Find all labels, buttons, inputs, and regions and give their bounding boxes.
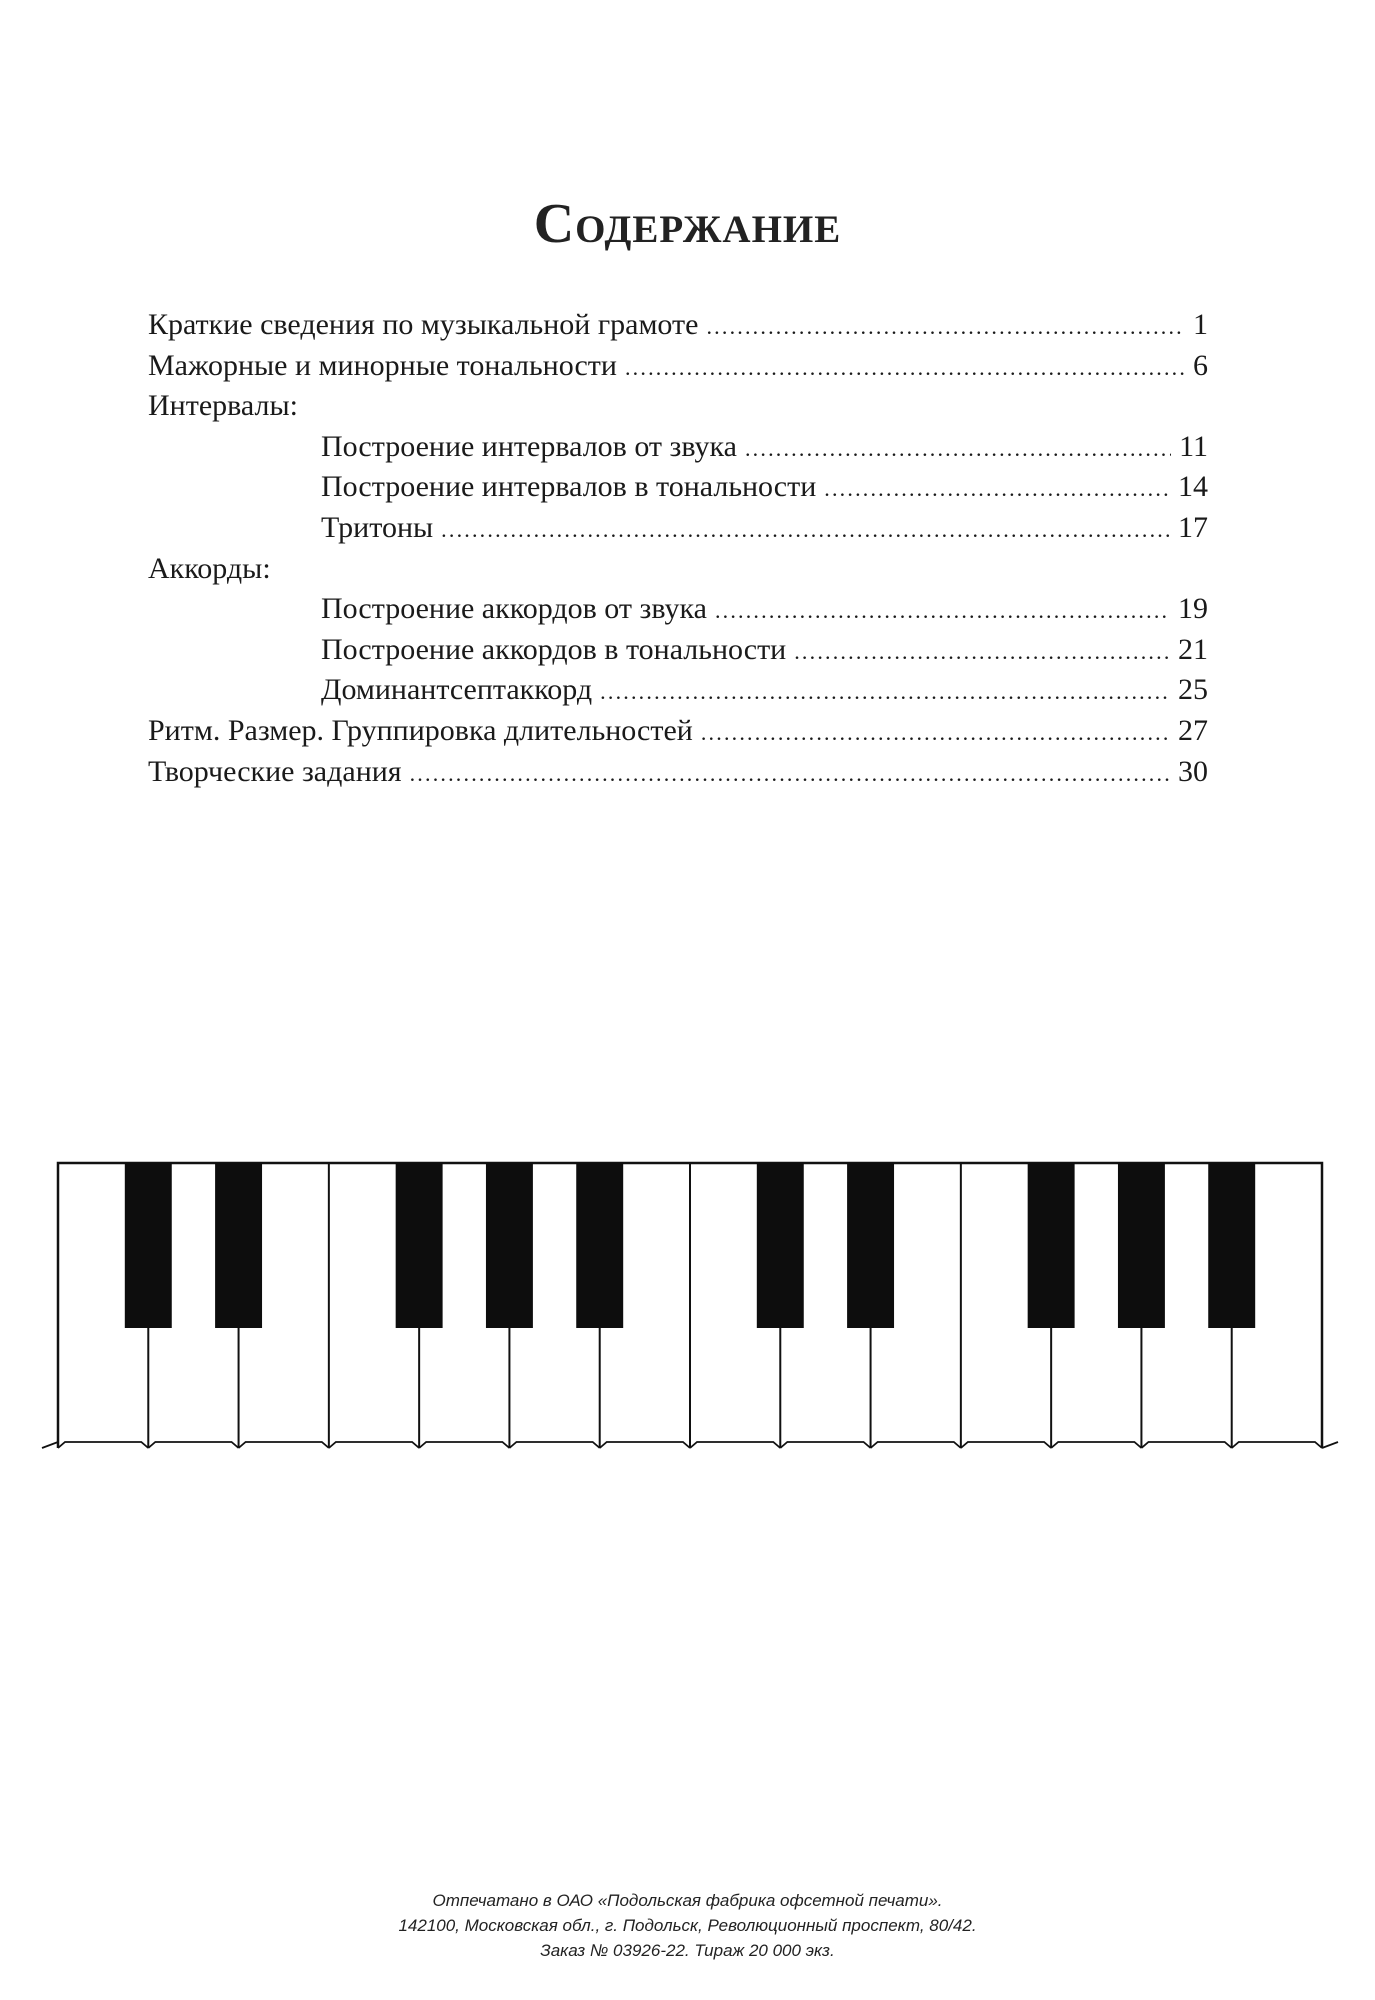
toc-entry-page: 6 [1193,348,1208,382]
dot-leader [701,713,1170,754]
dot-leader [441,510,1170,551]
dot-leader [745,429,1171,470]
imprint-line-printer: Отпечатано в ОАО «Подольская фабрика офсетной печати». [432,1891,943,1910]
toc-entry-page: 17 [1178,510,1208,544]
toc-section-label: Интервалы: [148,389,298,423]
white-key-bottom-edge [148,1442,238,1448]
toc-entry-label: Построение аккордов от звука [321,592,707,626]
white-key-bottom-edge [58,1442,148,1448]
toc-entry-label: Построение интервалов от звука [321,429,737,463]
toc-entry-label: Построение интервалов в тональности [321,470,817,504]
white-key-bottom-edge [961,1442,1051,1448]
white-key-bottom-edge [239,1442,329,1448]
toc-entry[interactable] [148,467,1208,508]
black-key [486,1163,533,1328]
toc-entry-label: Мажорные и минорные тональности [148,348,617,382]
black-key [1208,1163,1255,1328]
toc-entry-page: 27 [1178,713,1208,747]
toc-entry-page: 30 [1178,754,1208,788]
toc-entry-label: Тритоны [321,510,434,544]
toc-entry[interactable] [148,630,1208,671]
toc-entry-page: 19 [1178,592,1208,626]
toc-section-heading [148,386,1208,427]
page-title: Содержание [533,193,842,255]
keyboard-left-tail [42,1442,58,1448]
toc-entry-label: Ритм. Размер. Группировка длительностей [148,713,693,747]
toc-section-label: Аккорды: [148,551,271,585]
imprint-line-address: 142100, Московская обл., г. Подольск, Революционный проспект, 80/42. [398,1916,977,1935]
toc-entry[interactable] [148,711,1208,752]
black-key [396,1163,443,1328]
black-key [576,1163,623,1328]
toc-entry[interactable] [148,427,1208,468]
toc-entry-label: Краткие сведения по музыкальной грамоте [148,308,699,341]
table-of-contents [148,305,1208,792]
toc-entry-page: 1 [1193,308,1208,341]
toc-entry-label: Доминантсептаккорд [321,673,593,707]
white-key-bottom-edge [871,1442,961,1448]
dot-leader [625,348,1185,389]
toc-entry-label: Творческие задания [148,754,402,788]
piano-keyboard-illustration [40,1158,1340,1458]
black-key [215,1163,262,1328]
toc-entry[interactable] [148,508,1208,549]
black-key [847,1163,894,1328]
toc-entry[interactable] [148,346,1208,387]
toc-section-heading [148,549,1208,590]
toc-entry-label: Построение аккордов в тональности [321,632,787,666]
toc-entry-page: 21 [1178,632,1208,666]
white-key-bottom-edge [1051,1442,1141,1448]
dot-leader [794,632,1170,673]
toc-entry[interactable] [148,752,1208,793]
toc-entry-page: 11 [1179,429,1208,463]
white-key-bottom-edge [1232,1442,1322,1448]
white-key-bottom-edge [329,1442,419,1448]
black-key [757,1163,804,1328]
dot-leader [715,591,1170,632]
black-key [125,1163,172,1328]
white-key-bottom-edge [690,1442,780,1448]
imprint-line-order: Заказ № 03926-22. Тираж 20 000 экз. [540,1941,835,1960]
white-key-bottom-edge [600,1442,690,1448]
dot-leader [410,754,1170,795]
toc-entry[interactable] [148,589,1208,630]
black-key [1028,1163,1075,1328]
white-key-bottom-edge [1141,1442,1231,1448]
printer-imprint [0,1888,1375,1963]
toc-entry-page: 14 [1178,470,1208,504]
keyboard-right-tail [1322,1442,1338,1448]
toc-entry-page: 25 [1178,673,1208,707]
dot-leader [706,307,1185,348]
black-key [1118,1163,1165,1328]
dot-leader [824,469,1170,510]
toc-entry[interactable] [148,305,1208,346]
toc-entry[interactable] [148,670,1208,711]
dot-leader [600,672,1170,713]
white-key-bottom-edge [419,1442,509,1448]
white-key-bottom-edge [509,1442,599,1448]
white-key-bottom-edge [780,1442,870,1448]
